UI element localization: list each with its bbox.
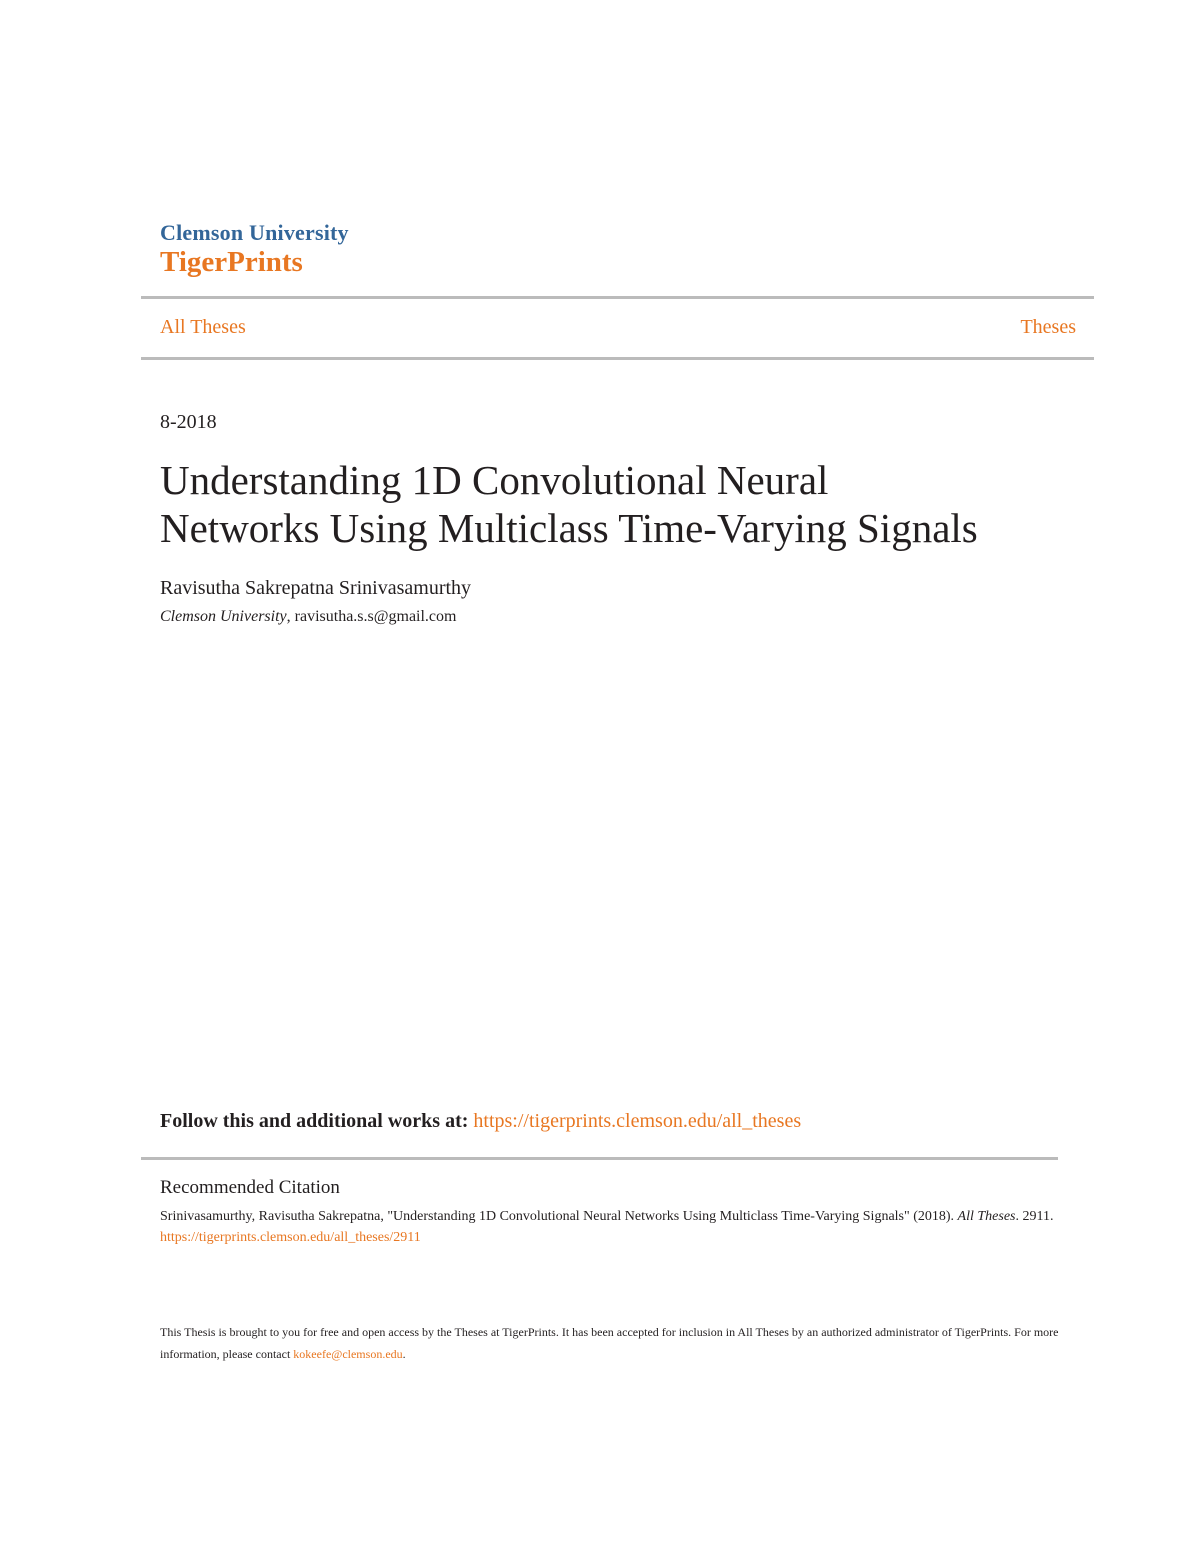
- author-name: Ravisutha Sakrepatna Srinivasamurthy: [160, 577, 472, 599]
- affiliation-email: , ravisutha.s.s@gmail.com: [286, 608, 457, 625]
- header-rule-top: [141, 296, 1094, 299]
- author-affiliation: [160, 608, 456, 626]
- access-notice: [160, 1321, 1060, 1365]
- contact-email-link[interactable]: kokeefe@clemson.edu: [293, 1347, 403, 1361]
- theses-link[interactable]: Theses: [1020, 316, 1076, 338]
- follow-line: [160, 1110, 801, 1133]
- recommended-citation-heading: Recommended Citation: [160, 1177, 340, 1198]
- title-line-2: Networks Using Multiclass Time-Varying Signals: [160, 505, 978, 551]
- institution-name: Clemson University: [160, 220, 349, 245]
- citation-url-link[interactable]: https://tigerprints.clemson.edu/all_theses/2911: [160, 1230, 421, 1245]
- follow-url-link[interactable]: https://tigerprints.clemson.edu/all_theses: [473, 1110, 802, 1132]
- header-rule-bottom: [141, 357, 1094, 360]
- citation-text-2: . 2911.: [1015, 1209, 1054, 1224]
- document-title: [160, 456, 1080, 552]
- all-theses-link[interactable]: All Theses: [160, 316, 246, 338]
- citation-series: All Theses: [957, 1209, 1016, 1224]
- notice-text-2: .: [402, 1347, 406, 1361]
- citation-text-1: Srinivasamurthy, Ravisutha Sakrepatna, "Understanding 1D Convolutional Neural Networks Using Multiclass Time-Varying Signals" (2018).: [160, 1209, 958, 1224]
- publication-date: 8-2018: [160, 411, 217, 433]
- follow-label: Follow this and additional works at:: [160, 1110, 474, 1132]
- affiliation-institution: Clemson University: [160, 608, 287, 625]
- citation-block: [160, 1206, 1060, 1248]
- repository-name: TigerPrints: [160, 246, 303, 278]
- citation-rule: [141, 1157, 1058, 1160]
- notice-text-1: This Thesis is brought to you for free and open access by the Theses at TigerPrints. It has been accepted for inclusion in All Theses by an authorized administrator of TigerPrints. For more information, please contact: [160, 1325, 1059, 1361]
- title-line-1: Understanding 1D Convolutional Neural: [160, 457, 829, 503]
